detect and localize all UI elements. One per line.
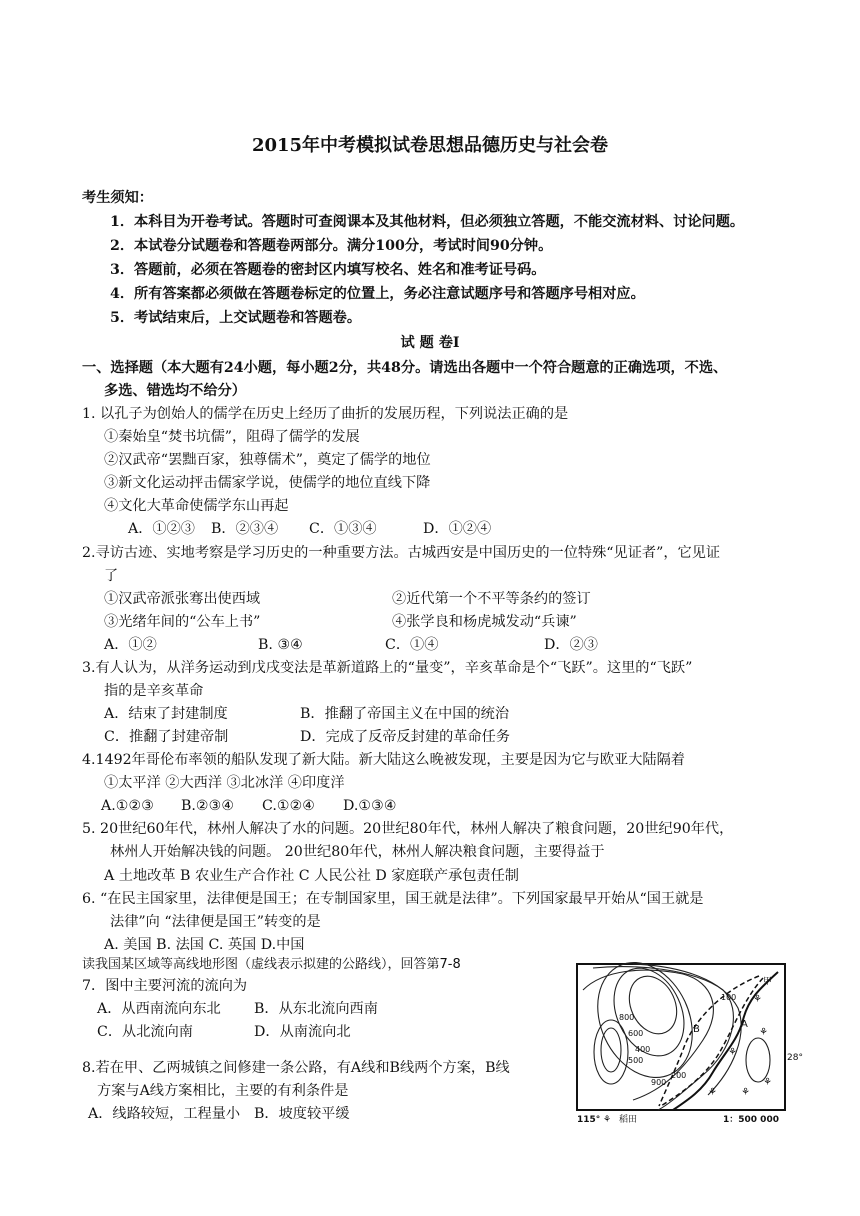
q4-option-a: A.①②③ xyxy=(101,798,154,814)
svg-text:⚘: ⚘ xyxy=(753,994,762,1005)
contour-label: 600 xyxy=(628,1029,644,1038)
notice-item: 4．所有答案都必须做在答题卷标定的位置上，务必注意试题序号和答题序号相对应。 xyxy=(110,286,645,302)
q7-option-c: C．从北流向南 xyxy=(97,1024,193,1040)
q1-statement-3: ③新文化运动抨击儒家学说，使儒学的地位直线下降 xyxy=(104,475,431,491)
contour-label: 900 xyxy=(651,1078,667,1087)
contour-label: 400 xyxy=(635,1045,651,1054)
q2-statement-1: ①汉武帝派张骞出使西域 xyxy=(104,591,261,607)
q2-statement-3: ③光绪年间的“公车上书” xyxy=(104,614,261,630)
question-7-stem: 7．图中主要河流的流向为 xyxy=(82,978,248,994)
notice-item: 2．本试卷分试题卷和答题卷两部分。满分100分，考试时间90分钟。 xyxy=(110,238,553,254)
scale-label: 1：500 000 xyxy=(723,1115,779,1125)
q2-statement-4: ④张学良和杨虎城发动“兵谏” xyxy=(392,614,577,630)
map-intro: 读我国某区域等高线地形图（虚线表示拟建的公路线），回答第7-8 xyxy=(82,957,461,972)
legend-paddy-icon: ⚘ xyxy=(603,1115,612,1125)
question-6-stem-cont: 法律”向 “法律便是国王”转变的是 xyxy=(110,914,321,930)
notice-item: 1．本科目为开卷考试。答题时可查阅课本及其他材料，但必须独立答题，不能交流材料、讨论问题。 xyxy=(110,214,745,230)
q3-option-c: C．推翻了封建帝制 xyxy=(104,729,229,745)
question-5-stem: 5. 20世纪60年代，林州人解决了水的问题。20世纪80年代，林州人解决了粮食问题，20世纪90年代， xyxy=(82,821,734,837)
q4-option-d: D.①③④ xyxy=(343,798,397,814)
q2-option-a: A．①② xyxy=(104,637,157,653)
q7-option-b: B．从东北流向西南 xyxy=(254,1001,378,1017)
q3-option-b: B．推翻了帝国主义在中国的统治 xyxy=(300,706,510,722)
contour-label: 100 xyxy=(721,993,737,1002)
q3-option-d: D．完成了反帝反封建的革命任务 xyxy=(300,729,511,745)
q6-options: A. 美国 B. 法国 C. 英国 D.中国 xyxy=(104,937,305,953)
q1-statement-4: ④文化大革命使儒学东山再起 xyxy=(104,498,289,514)
svg-text:⚘: ⚘ xyxy=(741,1087,750,1098)
q5-options: A 土地改革 B 农业生产合作社 C 人民公社 D 家庭联产承包责任制 xyxy=(104,868,519,884)
contour-label: 500 xyxy=(628,1056,644,1065)
q1-option-d: D．①②④ xyxy=(423,521,492,537)
map-frame xyxy=(577,964,785,1110)
contour-label: 800 xyxy=(619,1013,635,1022)
svg-text:⚘: ⚘ xyxy=(763,1077,772,1088)
q8-option-a: A．线路较短，工程量小 xyxy=(88,1106,241,1122)
svg-text:⚘: ⚘ xyxy=(759,1027,768,1038)
notice-item: 5．考试结束后，上交试题卷和答题卷。 xyxy=(110,310,362,326)
part-heading-cont: 多选、错选均不给分） xyxy=(104,383,246,399)
page-title: 2015年中考模拟试卷思想品德历史与社会卷 xyxy=(251,135,609,156)
svg-text:⚘: ⚘ xyxy=(708,1087,717,1098)
q2-statement-2: ②近代第一个不平等条约的签订 xyxy=(392,591,591,607)
line-b-label: B xyxy=(693,1024,700,1035)
notice-item: 3．答题前，必须在答题卷的密封区内填写校名、姓名和准考证号码。 xyxy=(110,262,546,278)
line-a-label: A xyxy=(741,1019,748,1030)
section-title: 试 题 卷Ⅰ xyxy=(400,335,460,351)
q1-option-c: C．①③④ xyxy=(309,521,377,537)
q1-statement-2: ②汉武帝“罢黜百家，独尊儒术”，奠定了儒学的地位 xyxy=(104,452,431,468)
q2-option-c: C．①④ xyxy=(385,637,439,653)
q3-option-a: A．结束了封建制度 xyxy=(104,706,228,722)
contour-map xyxy=(573,960,803,1126)
town-label: 甲 xyxy=(763,977,773,987)
question-3-stem: 3.有人认为，从洋务运动到戊戌变法是革新道路上的“量变”，辛亥革命是个“飞跃”。这里的“飞跃” xyxy=(82,660,693,676)
question-5-stem-cont: 林州人开始解决钱的问题。 20世纪80年代，林州人解决粮食问题，主要得益于 xyxy=(110,844,605,860)
question-4-stem: 4.1492年哥伦布率领的船队发现了新大陆。新大陆这么晚被发现，主要是因为它与欧亚大陆隔着 xyxy=(82,752,685,768)
question-8-stem-cont: 方案与A线方案相比，主要的有利条件是 xyxy=(97,1083,349,1099)
part-heading: 一、选择题（本大题有24小题，每小题2分，共48分。请选出各题中一个符合题意的正确选项，不选、 xyxy=(82,360,728,376)
q2-option-d: D．②③ xyxy=(544,637,598,653)
latitude-label: 28° xyxy=(787,1053,803,1063)
question-2-stem-cont: 了 xyxy=(104,568,119,584)
q4-option-b: B.②③④ xyxy=(181,798,235,814)
q1-option-a: A．①②③ xyxy=(128,521,195,537)
question-1-stem: 1. 以孔子为创始人的儒学在历史上经历了曲折的发展历程，下列说法正确的是 xyxy=(82,406,569,422)
q8-option-b: B．坡度较平缓 xyxy=(254,1106,350,1122)
notice-heading: 考生须知： xyxy=(82,190,153,206)
svg-text:⚘: ⚘ xyxy=(728,1047,737,1058)
question-2-stem: 2.寻访古迹、实地考察是学习历史的一种重要方法。古城西安是中国历史的一位特殊“见证者”，它见证 xyxy=(82,545,721,561)
question-8-stem: 8.若在甲、乙两城镇之间修建一条公路，有A线和B线两个方案，B线 xyxy=(82,1060,510,1076)
contour-label: 200 xyxy=(671,1071,687,1080)
q2-option-b: B. ③④ xyxy=(258,637,303,653)
q4-option-c: C.①②④ xyxy=(262,798,316,814)
legend-paddy-label: 稻田 xyxy=(619,1115,638,1125)
q7-option-a: A．从西南流向东北 xyxy=(97,1001,221,1017)
q1-statement-1: ①秦始皇“焚书坑儒”，阻碍了儒学的发展 xyxy=(104,429,360,445)
question-3-stem-cont: 指的是辛亥革命 xyxy=(104,683,204,699)
longitude-label: 115° xyxy=(577,1115,601,1125)
q1-option-b: B．②③④ xyxy=(211,521,279,537)
question-6-stem: 6. “在民主国家里，法律便是国王；在专制国家里，国王就是法律”。下列国家最早开始从“国王就是 xyxy=(82,891,704,907)
q7-option-d: D．从南流向北 xyxy=(254,1024,351,1040)
q4-statements: ①太平洋 ②大西洋 ③北冰洋 ④印度洋 xyxy=(104,775,345,791)
